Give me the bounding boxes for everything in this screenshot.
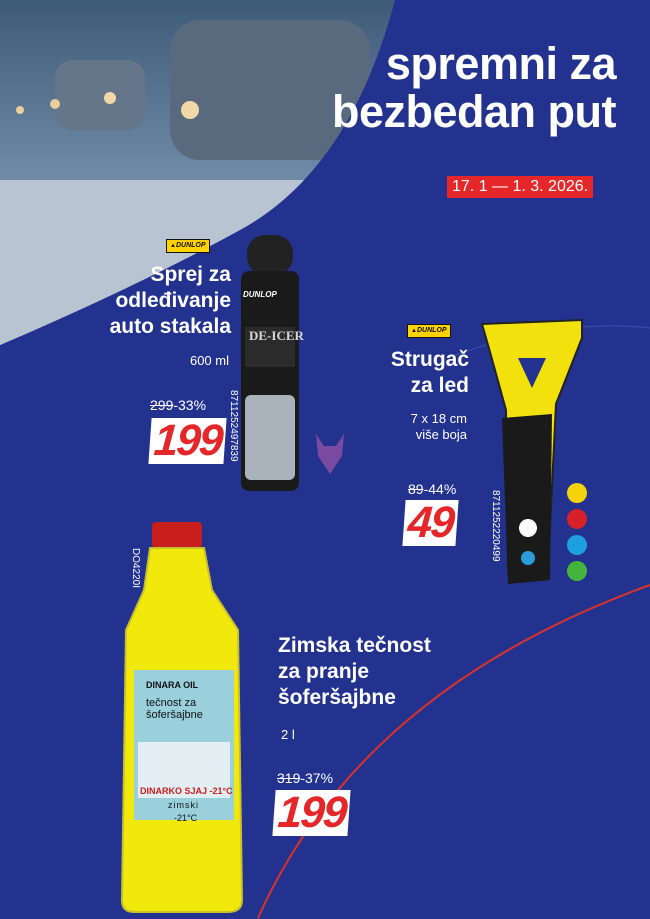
color-options [567,483,589,587]
product-code-fluid: DO4220I [130,548,141,589]
title-line: odleđivanje [115,289,231,312]
subtitle-line: 7 x 18 cm [410,411,467,426]
deicer-spray-can-image [233,235,308,495]
barcode-deicer: 8711252497839 [228,390,239,462]
product-size-deicer: 600 ml [189,353,229,368]
color-swatch-red [567,509,587,529]
bottle-product-name: DINARKO SJAJ -21°C [140,786,233,796]
color-swatch-green [567,561,587,581]
bottle-name [146,697,203,721]
title-line: auto stakala [109,315,231,338]
fox-logo-icon [310,430,350,480]
color-swatch-blue [567,535,587,555]
title-line: za led [410,374,469,397]
product-title-fluid [278,633,431,711]
title-line: Sprej za [150,263,231,286]
subtitle-line: više boja [415,427,467,442]
brand-badge-dunlop: ▲ DUNLOP [407,324,451,338]
new-price-fluid: 199 [272,790,351,836]
product-title-scraper [391,347,469,399]
headline-line-2: bezbedan put [332,86,616,137]
new-price-deicer: 199 [148,418,227,464]
old-price-deicer [150,397,206,413]
bottle-season: zimski [168,800,199,810]
discount-percent: -33% [173,397,207,413]
title-line: Zimska tečnost [278,634,431,657]
title-line: za pranje [278,660,370,683]
product-title-deicer [110,262,231,340]
brand-badge-dunlop: ▲ DUNLOP [166,239,210,253]
bottle-name-line: šoferšajbne [146,709,203,721]
date-range-badge: 17. 1 — 1. 3. 2026. [447,176,593,198]
old-price-value: 319 [277,770,301,786]
bottle-brand: DINARA OIL [146,680,199,690]
new-price-scraper: 49 [402,500,458,546]
headline [332,40,616,136]
old-price-fluid [277,770,333,786]
headline-line-1: spremni za [385,38,616,89]
title-line: Strugač [390,348,469,371]
can-label-text: DE-ICER [249,328,304,343]
product-size-fluid: 2 l [281,727,295,742]
product-size-scraper [411,411,467,443]
bottle-name-line: tečnost za [146,697,197,709]
old-price-value: 89 [408,481,424,497]
color-swatch-yellow [567,483,587,503]
old-price-scraper [408,481,456,497]
discount-percent: -37% [300,770,334,786]
can-brand-text: DUNLOP [243,290,277,299]
discount-percent: -44% [423,481,457,497]
title-line: šoferšajbne [278,686,396,709]
bottle-temp: -21°C [174,813,198,823]
barcode-scraper: 8711252220499 [490,490,501,562]
old-price-value: 299 [150,397,174,413]
